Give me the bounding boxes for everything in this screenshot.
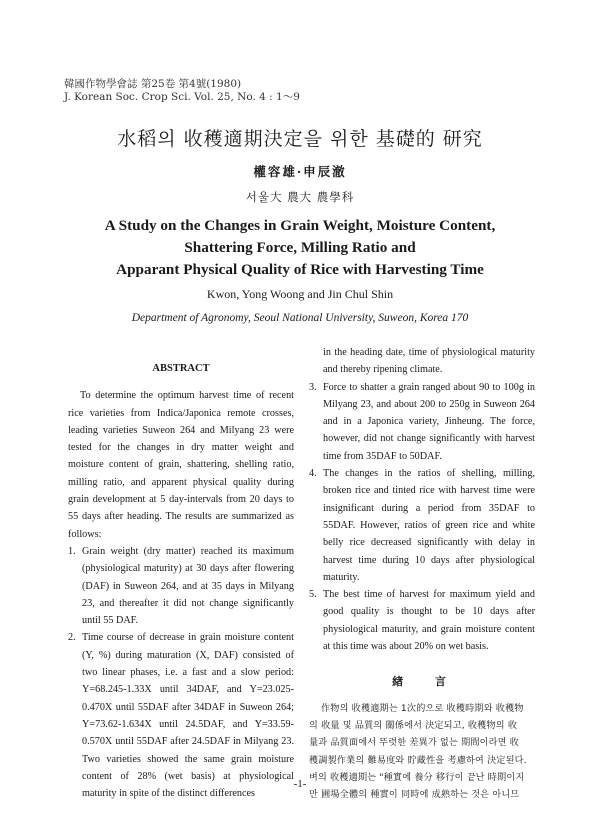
english-title [40,215,560,281]
page-number: -1- [293,778,307,790]
item-text: Grain weight (dry matter) reached its maximum (physiological maturity) at 30 days after flowering (DAF) in Suweon 264, and at 35 days in Milyang 23, and thereafter it did not change significantly until 55 DAF. [82,545,294,627]
abstract-item [68,629,294,802]
english-affiliation: Department of Agronomy, Seoul National University, Suweon, Korea 170 [131,312,469,324]
item-text: The changes in the ratios of shelling, milling, broken rice and tinted rice with harvest time were insignificant during a period from 35DAF to 55DAF. However, ratios of green rice and white belly rice decreased significantly with delay in harvest time during 10 days after physiological maturity. [323,468,535,583]
english-title-line: A Study on the Changes in Grain Weight, Moisture Content, [104,217,496,234]
introduction-line: 의 收量 및 品質의 關係에서 決定되고, 收穫物의 收 [309,720,518,731]
introduction-line: 벼의 收穫適期는 "種實에 養分 移行이 끝난 時期이지 [309,772,525,783]
introduction-line: 作物의 收穫適期는 1次的으로 收穫時期와 收穫物 [321,703,524,714]
abstract-items-right [309,379,535,656]
abstract-heading: ABSTRACT [152,363,210,374]
abstract-item [309,379,535,465]
item-number: 1. [68,545,76,557]
item-number: 4. [309,468,317,480]
korean-authors: 權容雄·申辰澈 [253,164,347,179]
english-authors: Kwon, Yong Woong and Jin Chul Shin [206,287,394,301]
right-column [309,344,535,804]
journal-line-english: J. Korean Soc. Crop Sci. Vol. 25, No. 4 : 1～9 [64,91,300,103]
item-number: 5. [309,589,317,601]
introduction-line: 穫調製作業의 難易度와 貯藏性을 考慮하여 決定된다. [309,755,527,766]
korean-affiliation: 서울大 農大 農學科 [245,190,355,204]
journal-citation [64,78,300,104]
abstract-items-left [68,543,294,802]
journal-line-korean: 韓國作物學會誌 第25卷 第4號(1980) [64,78,242,90]
english-title-line: Shattering Force, Milling Ratio and [184,239,416,256]
abstract-intro: To determine the optimum harvest time of recent rice varieties from Indica/Japonica remote crosses, leading varieties Suweon 264 and Milyang 23 were tested for the changes in dry matter weight and moisture content of grain, shattering, shelling ratio, milling ratio, and apparent physical quality during grain development at 5 day-intervals from 20 days to 55 days after heading. The results are summarized as follows: [68,390,294,540]
item-number: 3. [309,381,317,393]
abstract-item [68,543,294,629]
item-text: Force to shatter a grain ranged about 90 to 100g in Milyang 23, and about 200 to 250g in Suweon 264 and in a Japonica variety, Jinheung. The force, however, did not change significantly with harvest time from 35DAF to 50DAF. [323,381,535,462]
item-text: The best time of harvest for maximum yield and good quality is thought to be 10 days after physiological maturity, and grain moisture content at this time was about 20% on wet basis. [323,589,535,653]
korean-title: 水稻의 收穫適期決定을 위한 基礎的 研究 [117,128,483,150]
abstract-item [309,586,535,655]
introduction-line: 量과 品質面에서 뚜렷한 差異가 없는 期間이라면 收 [309,738,520,749]
abstract-item [309,465,535,586]
introduction-line: 만 圃場全體의 種實이 同時에 成熟하는 것은 아니므 [309,790,520,801]
item-text: Time course of decrease in grain moisture content (Y, %) during maturation (X, DAF) consisted of two linear phases, i.e. a fast and a slow period: Y=68.245-1.33X until 34DAF, and Y=23.025-0.470X until 55DAF after 34DAF in Suweon 264; Y=73.62-1.634X until 24.5DAF, and Y=33.59-0.570X until 55DAF after 24.5DAF in Milyang 23. Two varieties showed the same grain moisture content of 28% (wet basis) at physiological maturity in spite of the distinct differences [82,632,294,800]
english-title-line: Apparant Physical Quality of Rice with Harvesting Time [116,261,484,278]
item-number: 2. [68,632,76,644]
left-column [68,351,294,802]
introduction-heading: 緖 言 [392,675,460,689]
abstract-item-continued: in the heading date, time of physiological maturity and thereby ripening climate. [323,347,535,376]
